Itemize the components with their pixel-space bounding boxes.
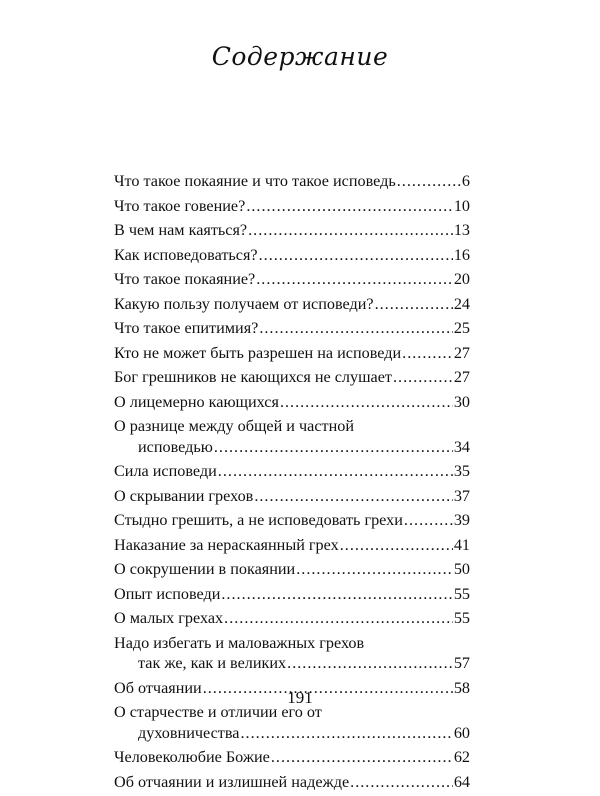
toc-entry-page: 50 [453, 560, 470, 578]
toc-entry-line [114, 294, 470, 315]
dot-leader [224, 608, 453, 629]
toc-entry-page: 41 [453, 535, 470, 554]
toc-entry-line [114, 343, 470, 364]
toc-entry-line [114, 559, 470, 580]
toc-entry-line [114, 723, 470, 744]
toc-entry [114, 633, 470, 674]
toc-entry-title: Наказание за нераскаянный грех [114, 535, 339, 554]
toc-entry-page: 30 [453, 392, 470, 411]
toc-entry-line [114, 461, 470, 482]
toc-entry-page: 27 [453, 343, 470, 362]
dot-leader [397, 171, 461, 192]
dot-leader [218, 461, 453, 482]
toc-entry-page: 62 [453, 748, 470, 766]
toc-entry-title: Опыт исповеди [114, 584, 221, 603]
page-title: Содержание [211, 42, 389, 71]
toc-entry-page: 10 [453, 196, 470, 215]
dot-leader [256, 269, 453, 290]
toc-entry-page: 55 [453, 609, 470, 627]
toc-entry-title: Об отчаянии [114, 678, 202, 697]
toc-entry-title: духовничества [138, 723, 240, 742]
toc-entry-page: 64 [453, 772, 470, 791]
toc-entry-line [114, 196, 470, 217]
toc-entry-line [114, 535, 470, 556]
toc-entry-title: Бог грешников не кающихся не слушает [114, 368, 392, 386]
toc-entry [114, 486, 470, 507]
toc-entry-page: 39 [453, 511, 470, 529]
toc-entry-page: 60 [453, 723, 470, 742]
toc-entry [114, 245, 470, 266]
toc-entry-line [114, 747, 470, 768]
toc-entry [114, 220, 470, 241]
toc-entry [114, 416, 470, 457]
toc-entry-line [114, 245, 470, 266]
dot-leader [393, 367, 453, 388]
toc-entry-line [114, 220, 470, 241]
toc-entry-page: 16 [453, 245, 470, 264]
toc-entry [114, 772, 470, 793]
toc-entry-title: О лицемерно кающихся [114, 392, 279, 411]
toc-entry-page: 34 [453, 437, 470, 456]
toc-entry-page: 24 [453, 294, 470, 313]
toc-entry-line [114, 486, 470, 507]
toc-entry [114, 196, 470, 217]
dot-leader [280, 392, 453, 413]
toc-entry [114, 318, 470, 339]
toc-entry [114, 702, 470, 743]
toc-entry-title: О скрывании грехов [114, 486, 254, 505]
toc-entry [114, 535, 470, 556]
dot-leader [254, 486, 452, 507]
toc-entry-page: 27 [453, 368, 470, 386]
dot-leader [259, 318, 452, 339]
dot-leader [402, 343, 453, 364]
toc-entry-page: 35 [453, 462, 470, 480]
toc-entry-page: 58 [453, 678, 470, 697]
dot-leader [259, 245, 453, 266]
dot-leader [246, 196, 453, 217]
toc-entry-page: 13 [453, 221, 470, 239]
toc-entry-page: 6 [461, 172, 470, 190]
toc-entry-title: Как исповедоваться? [114, 245, 258, 264]
toc-entry-title: В чем нам каяться? [114, 221, 248, 239]
toc-entry [114, 171, 470, 192]
toc-entry-line [114, 437, 470, 458]
toc-entry [114, 584, 470, 605]
toc-entry-line [114, 608, 470, 629]
toc-entry-page: 25 [453, 319, 470, 337]
toc-entry-title-line1: О разнице между общей и частной [114, 417, 355, 435]
toc-entry-title: Что такое говение? [114, 196, 246, 215]
dot-leader [404, 510, 453, 531]
toc-entry-line [114, 772, 470, 793]
dot-leader [296, 559, 453, 580]
toc-entry-title: Что такое епитимия? [114, 319, 259, 337]
dot-leader [375, 294, 453, 315]
toc-entry-page: 55 [453, 584, 470, 603]
toc-entry [114, 269, 470, 290]
toc-entry [114, 559, 470, 580]
toc-entry [114, 367, 470, 388]
dot-leader [221, 584, 452, 605]
toc-entry-page: 37 [453, 486, 470, 505]
toc-entry [114, 343, 470, 364]
toc-entry-title: исповедью [138, 437, 213, 456]
toc-entry-title: Кто не может быть разрешен на исповеди [114, 343, 402, 362]
toc-entry-line [114, 269, 470, 290]
dot-leader [214, 437, 453, 458]
toc-entry-title: Что такое покаяние? [114, 270, 256, 288]
dot-leader [287, 653, 453, 674]
toc-entry-page: 20 [453, 270, 470, 288]
toc-entry [114, 461, 470, 482]
toc-entry [114, 392, 470, 413]
toc-entry-title: Человеколюбие Божие [114, 748, 270, 766]
toc-entry-page: 57 [453, 654, 470, 672]
dot-leader [248, 220, 453, 241]
toc-entry-line [114, 584, 470, 605]
dot-leader [271, 747, 453, 768]
toc-entry-title: так же, как и великих [138, 654, 287, 672]
toc-entry-line [114, 510, 470, 531]
toc-entry-title: Стыдно грешить, а не исповедовать грехи [114, 511, 403, 529]
toc-entry-title: Какую пользу получаем от исповеди? [114, 294, 374, 313]
toc-entry-title-line1: О старчестве и отличии его от [114, 703, 322, 721]
dot-leader [350, 772, 453, 793]
toc-entry-line [114, 318, 470, 339]
toc-entry-line [114, 367, 470, 388]
toc-entry-title-line1: Надо избегать и маловажных грехов [114, 633, 365, 652]
toc-entry-title: Сила исповеди [114, 462, 217, 480]
toc-entry-title: Что такое покаяние и что такое исповедь [114, 172, 396, 190]
dot-leader [240, 723, 452, 744]
toc-entry-line [114, 392, 470, 413]
dot-leader [340, 535, 453, 556]
toc-entry-title: О малых грехах [114, 609, 224, 627]
toc-entry-title: О сокрушении в покаянии [114, 560, 296, 578]
toc-entry [114, 608, 470, 629]
toc-entry [114, 294, 470, 315]
toc-entry [114, 747, 470, 768]
toc-entry-title: Об отчаянии и излишней надежде [114, 772, 350, 791]
toc-entry [114, 510, 470, 531]
toc-entry-line [114, 171, 470, 192]
toc-entry-line [114, 653, 470, 674]
page-number: 191 [287, 688, 313, 707]
